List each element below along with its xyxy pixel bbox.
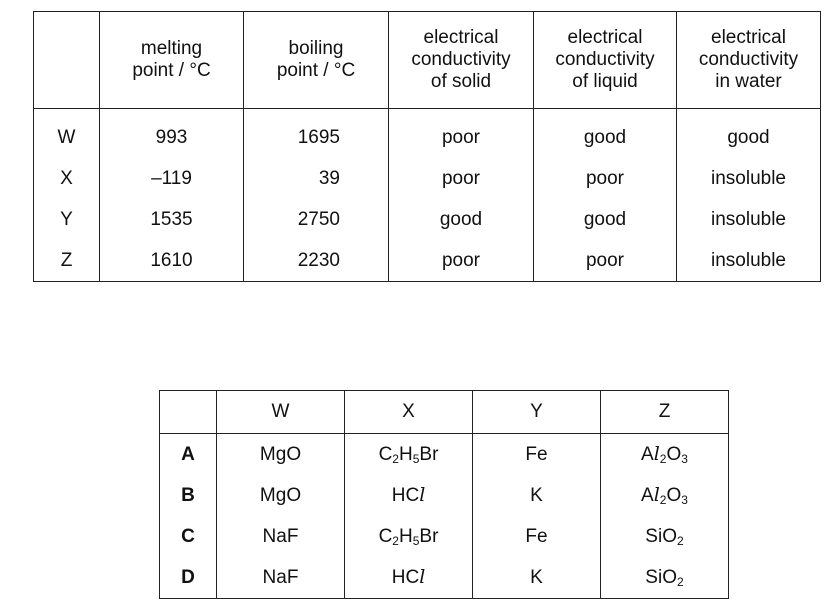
liquid-value: poor: [534, 158, 677, 199]
table-row: [34, 240, 821, 282]
melting-value: 1610: [100, 240, 244, 282]
option-y: K: [473, 557, 601, 599]
header-melting-point: melting point / °C: [100, 12, 244, 109]
header-blank: [34, 12, 100, 109]
option-key: C: [160, 516, 217, 557]
row-label: X: [34, 158, 100, 199]
header-z: Z: [601, 391, 729, 434]
solid-value: poor: [389, 109, 534, 159]
option-x: HCl: [345, 557, 473, 599]
option-key: A: [160, 434, 217, 476]
option-z: $Al_2O_3$: [601, 475, 729, 516]
option-w: NaF: [217, 516, 345, 557]
table-row: [34, 199, 821, 240]
option-w: NaF: [217, 557, 345, 599]
melting-value: 1535: [100, 199, 244, 240]
option-key: B: [160, 475, 217, 516]
option-z: SiO$_2$: [601, 557, 729, 599]
header-conductivity-liquid: electrical conductivity of liquid: [534, 12, 677, 109]
solid-value: poor: [389, 240, 534, 282]
option-y: Fe: [473, 516, 601, 557]
solid-value: poor: [389, 158, 534, 199]
option-z: SiO$_2$: [601, 516, 729, 557]
liquid-value: poor: [534, 240, 677, 282]
options-header-row: [160, 391, 729, 434]
option-w: MgO: [217, 475, 345, 516]
boiling-value: 2750: [244, 199, 389, 240]
option-x: HCl: [345, 475, 473, 516]
properties-table: [33, 11, 821, 282]
header-w: W: [217, 391, 345, 434]
answer-options-table: [159, 390, 729, 599]
liquid-value: good: [534, 109, 677, 159]
melting-value: 993: [100, 109, 244, 159]
option-row-c: [160, 516, 729, 557]
option-row-a: [160, 434, 729, 476]
table-row: [34, 109, 821, 159]
solid-value: good: [389, 199, 534, 240]
option-row-b: [160, 475, 729, 516]
header-blank: [160, 391, 217, 434]
melting-value: –119: [100, 158, 244, 199]
row-label: Y: [34, 199, 100, 240]
header-boiling-point: boiling point / °C: [244, 12, 389, 109]
boiling-value: 2230: [244, 240, 389, 282]
table-row: [34, 158, 821, 199]
option-x: $C_2H_5Br$: [345, 434, 473, 476]
liquid-value: good: [534, 199, 677, 240]
option-y: K: [473, 475, 601, 516]
water-value: insoluble: [677, 240, 821, 282]
option-key: D: [160, 557, 217, 599]
option-y: Fe: [473, 434, 601, 476]
option-w: MgO: [217, 434, 345, 476]
header-x: X: [345, 391, 473, 434]
option-row-d: [160, 557, 729, 599]
boiling-value: 1695: [244, 109, 389, 159]
header-conductivity-water: electrical conductivity in water: [677, 12, 821, 109]
row-label: W: [34, 109, 100, 159]
water-value: insoluble: [677, 158, 821, 199]
header-conductivity-solid: electrical conductivity of solid: [389, 12, 534, 109]
water-value: good: [677, 109, 821, 159]
properties-header-row: [34, 12, 821, 109]
option-x: $C_2H_5Br$: [345, 516, 473, 557]
water-value: insoluble: [677, 199, 821, 240]
header-y: Y: [473, 391, 601, 434]
row-label: Z: [34, 240, 100, 282]
option-z: $Al_2O_3$: [601, 434, 729, 476]
boiling-value: 39: [244, 158, 389, 199]
